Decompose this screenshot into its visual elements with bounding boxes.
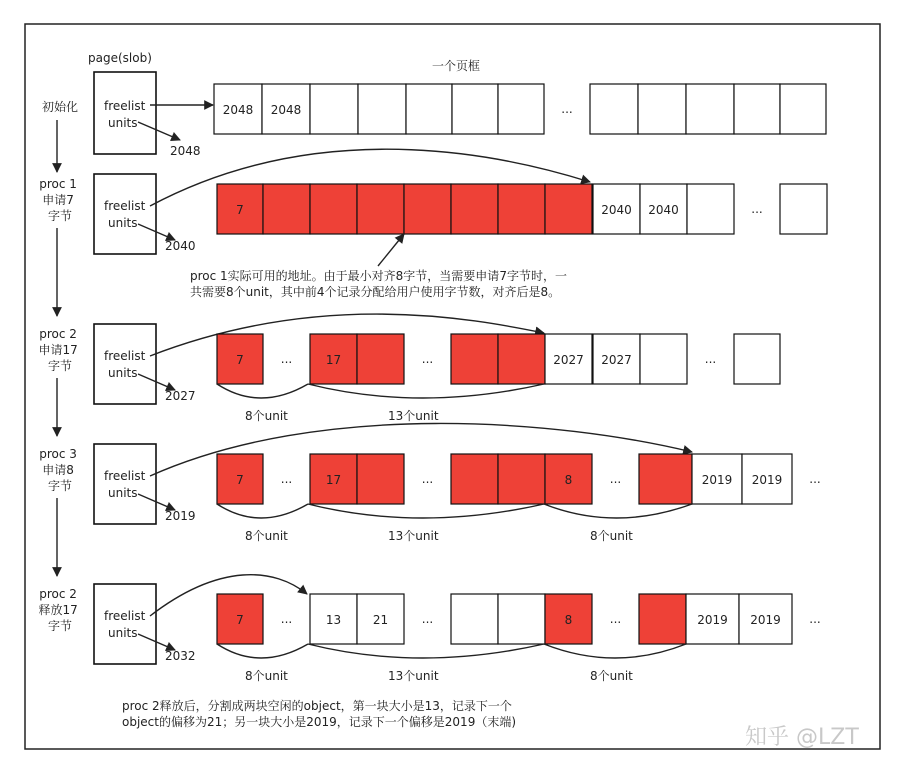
allocated-unit-cell bbox=[451, 184, 498, 234]
span-label-8-row3: 8个unit bbox=[245, 529, 288, 543]
units-value-3: 2019 bbox=[165, 509, 196, 523]
unit-cell-label: 17 bbox=[325, 353, 342, 367]
unit-cell-label: 8 bbox=[564, 613, 573, 627]
unit-cell-label: 17 bbox=[325, 473, 342, 487]
units-value-4: 2032 bbox=[165, 649, 196, 663]
ellipsis-gap: ... bbox=[609, 472, 622, 486]
span-label-13-row4: 13个unit bbox=[388, 669, 439, 683]
units-value-0: 2048 bbox=[170, 144, 201, 158]
step-label-init: 初始化 bbox=[41, 100, 79, 114]
allocated-unit-cell bbox=[639, 594, 686, 644]
svg-text:units: units bbox=[108, 486, 138, 500]
svg-text:freelist: freelist bbox=[104, 609, 146, 623]
freelist-box-1 bbox=[94, 174, 196, 254]
step-labels bbox=[38, 99, 81, 633]
unit-cell-label: 13 bbox=[325, 613, 342, 627]
free-unit-cell bbox=[780, 84, 826, 134]
allocated-unit-cell bbox=[357, 184, 404, 234]
unit-cell-label: 2040 bbox=[601, 203, 632, 217]
free-unit-cell bbox=[310, 84, 358, 134]
allocated-unit-cell bbox=[545, 184, 592, 234]
svg-text:freelist: freelist bbox=[104, 349, 146, 363]
allocated-unit-cell bbox=[404, 184, 451, 234]
unit-cell-label: 2048 bbox=[270, 103, 302, 117]
allocated-unit-cell bbox=[498, 184, 545, 234]
unit-cell-label: 2019 bbox=[750, 613, 781, 627]
span-label-8-row2: 8个unit bbox=[245, 409, 288, 423]
ellipsis-gap: ... bbox=[421, 352, 434, 366]
allocated-unit-cell bbox=[451, 334, 498, 384]
memory-rows bbox=[214, 84, 827, 644]
span-label-8-row4: 8个unit bbox=[245, 669, 288, 683]
ellipsis-gap: ... bbox=[809, 472, 821, 486]
svg-text:units: units bbox=[108, 116, 138, 130]
units-value-2: 2027 bbox=[165, 389, 196, 403]
allocated-unit-cell bbox=[263, 184, 310, 234]
free-unit-cell bbox=[590, 84, 638, 134]
freelist-box-3 bbox=[94, 444, 196, 524]
unit-cell-label: 8 bbox=[564, 473, 573, 487]
note2-text: proc 2释放后，分割成两块空闲的object，第一块大小是13，记录下一个 object的偏移为21；另一块大小是2019，记录下一个偏移是2019（末端) bbox=[122, 699, 517, 729]
ellipsis-gap: ... bbox=[421, 612, 434, 626]
ellipsis-gap: ... bbox=[609, 612, 622, 626]
ellipsis-gap: ... bbox=[809, 612, 821, 626]
svg-text:units: units bbox=[108, 216, 138, 230]
step-label-proc2-alloc: proc 2 申请17 字节 bbox=[38, 327, 78, 373]
freelist-box-0 bbox=[94, 72, 201, 158]
svg-text:freelist: freelist bbox=[104, 99, 146, 113]
units-value-1: 2040 bbox=[165, 239, 196, 253]
ellipsis-gap: ... bbox=[704, 352, 717, 366]
freelist-boxes bbox=[94, 72, 201, 664]
note1-pointer bbox=[378, 234, 404, 266]
unit-cell-label: 2040 bbox=[648, 203, 679, 217]
free-unit-cell bbox=[452, 84, 498, 134]
free-unit-cell bbox=[498, 84, 544, 134]
slob-label: page(slob) bbox=[88, 51, 152, 65]
freelist-box-2 bbox=[94, 324, 196, 404]
page-frame-label: 一个页框 bbox=[432, 59, 481, 73]
step-label-proc2-free: proc 2 释放17 字节 bbox=[38, 587, 78, 633]
free-unit-cell bbox=[498, 594, 545, 644]
span-label-8b-row4: 8个unit bbox=[590, 669, 633, 683]
ellipsis-gap: ... bbox=[561, 102, 573, 116]
allocated-unit-cell bbox=[310, 184, 357, 234]
unit-cell-label: 2019 bbox=[697, 613, 728, 627]
unit-cell-label: 7 bbox=[236, 203, 244, 217]
ellipsis-gap: ... bbox=[421, 472, 434, 486]
unit-cell-label: 7 bbox=[236, 353, 244, 367]
free-unit-cell bbox=[780, 184, 827, 234]
svg-text:units: units bbox=[108, 626, 138, 640]
free-unit-cell bbox=[358, 84, 406, 134]
unit-cell-label: 2027 bbox=[553, 353, 584, 367]
allocated-unit-cell bbox=[451, 454, 498, 504]
svg-text:freelist: freelist bbox=[104, 469, 146, 483]
unit-cell-label: 7 bbox=[236, 613, 244, 627]
free-unit-cell bbox=[686, 84, 734, 134]
allocated-unit-cell bbox=[357, 334, 404, 384]
ellipsis-gap: ... bbox=[751, 202, 763, 216]
ellipsis-gap: ... bbox=[280, 352, 293, 366]
free-unit-cell bbox=[406, 84, 452, 134]
step-label-proc3-alloc: proc 3 申请8 字节 bbox=[39, 447, 77, 493]
span-label-8b-row3: 8个unit bbox=[590, 529, 633, 543]
span-label-13-row2: 13个unit bbox=[388, 409, 439, 423]
unit-cell-label: 2027 bbox=[601, 353, 632, 367]
watermark: 知乎 @LZT bbox=[745, 725, 859, 750]
note1-text: proc 1实际可用的地址。由于最小对齐8字节，当需要申请7字节时，一 共需要8个unit，其中前4个记录分配给用户使用字节数，对齐后是8。 bbox=[190, 269, 567, 299]
free-unit-cell bbox=[451, 594, 498, 644]
free-unit-cell bbox=[640, 334, 687, 384]
span-label-13-row3: 13个unit bbox=[388, 529, 439, 543]
free-unit-cell bbox=[687, 184, 734, 234]
svg-text:units: units bbox=[108, 366, 138, 380]
free-unit-cell bbox=[638, 84, 686, 134]
allocated-unit-cell bbox=[639, 454, 692, 504]
unit-cell-label: 2019 bbox=[701, 473, 733, 487]
unit-cell-label: 2019 bbox=[751, 473, 783, 487]
allocated-unit-cell bbox=[357, 454, 404, 504]
step-label-proc1-alloc: proc 1 申请7 字节 bbox=[39, 177, 77, 223]
ellipsis-gap: ... bbox=[280, 612, 293, 626]
ellipsis-gap: ... bbox=[280, 472, 293, 486]
unit-cell-label: 21 bbox=[372, 613, 389, 627]
svg-text:freelist: freelist bbox=[104, 199, 146, 213]
unit-cell-label: 7 bbox=[236, 473, 244, 487]
allocated-unit-cell bbox=[498, 334, 545, 384]
allocated-unit-cell bbox=[498, 454, 545, 504]
free-unit-cell bbox=[734, 84, 780, 134]
free-unit-cell bbox=[734, 334, 780, 384]
unit-cell-label: 2048 bbox=[222, 103, 254, 117]
